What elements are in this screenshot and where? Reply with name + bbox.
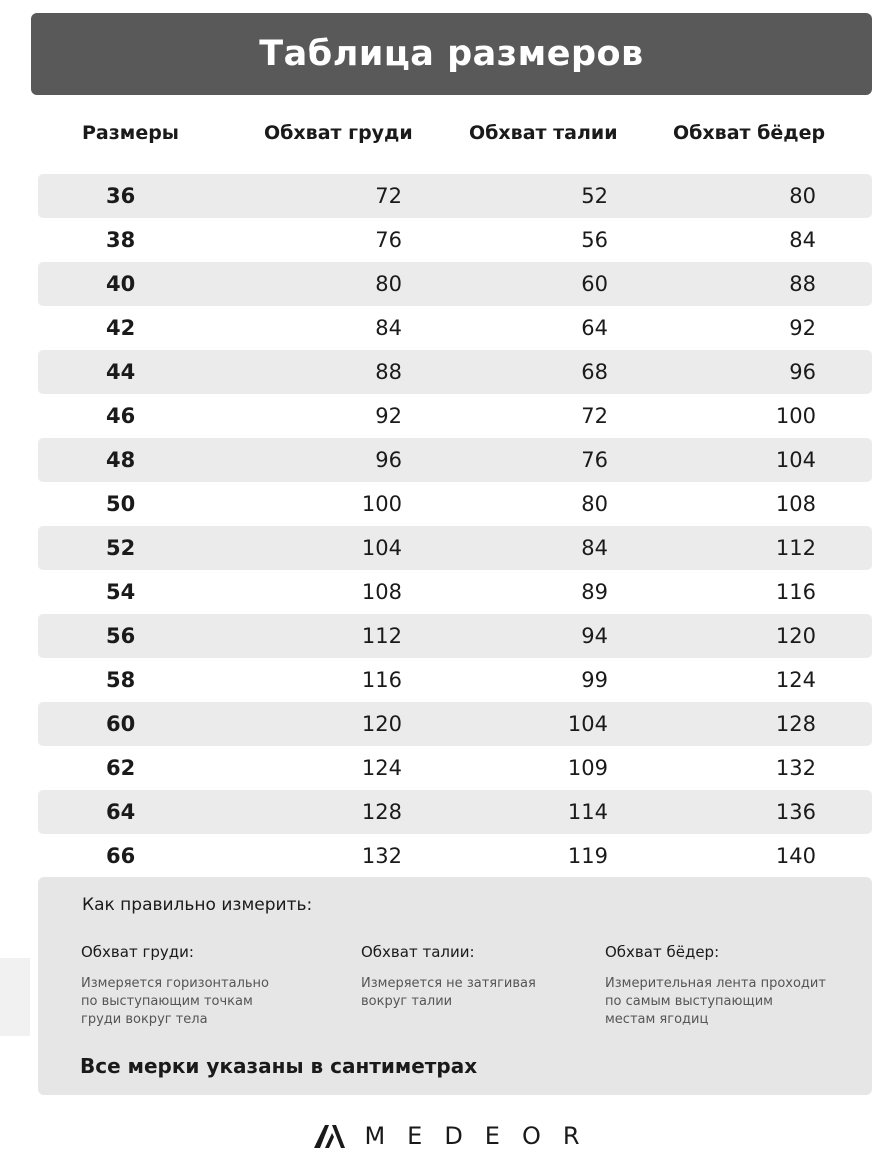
- size-cell: 54: [106, 580, 136, 604]
- size-cell: 52: [106, 536, 136, 560]
- hip-cell: 108: [775, 492, 816, 516]
- measure-waist-text: Измеряется не затягивая вокруг талии: [361, 976, 536, 1009]
- waist-cell: 60: [581, 272, 608, 296]
- chest-cell: 132: [361, 844, 402, 868]
- waist-cell: 76: [581, 448, 608, 472]
- chest-cell: 76: [375, 228, 402, 252]
- size-cell: 62: [106, 756, 136, 780]
- hip-cell: 84: [789, 228, 816, 252]
- hip-cell: 116: [775, 580, 816, 604]
- hip-cell: 124: [775, 668, 816, 692]
- waist-cell: 68: [581, 360, 608, 384]
- waist-cell: 72: [581, 404, 608, 428]
- waist-cell: 119: [567, 844, 608, 868]
- chest-cell: 116: [361, 668, 402, 692]
- hip-cell: 112: [775, 536, 816, 560]
- hip-cell: 120: [775, 624, 816, 648]
- hip-cell: 88: [789, 272, 816, 296]
- table-row: [38, 438, 872, 482]
- table-row: [38, 790, 872, 834]
- size-cell: 56: [106, 624, 136, 648]
- chest-cell: 72: [375, 184, 402, 208]
- table-row: [38, 702, 872, 746]
- waist-cell: 84: [581, 536, 608, 560]
- table-row: [38, 394, 872, 438]
- table-row: [38, 526, 872, 570]
- hip-cell: 132: [775, 756, 816, 780]
- chest-cell: 120: [361, 712, 402, 736]
- waist-cell: 80: [581, 492, 608, 516]
- hip-cell: 92: [789, 316, 816, 340]
- size-cell: 58: [106, 668, 136, 692]
- chest-cell: 104: [361, 536, 402, 560]
- chest-cell: 84: [375, 316, 402, 340]
- chest-cell: 100: [361, 492, 402, 516]
- column-header-size: Размеры: [82, 122, 179, 144]
- brand-footer: [0, 1118, 892, 1154]
- size-cell: 36: [106, 184, 136, 208]
- waist-cell: 104: [567, 712, 608, 736]
- waist-cell: 89: [581, 580, 608, 604]
- measure-waist-label: Обхват талии:: [361, 943, 475, 961]
- column-header-hip: Обхват бёдер: [673, 122, 826, 144]
- side-tab: [0, 958, 30, 1036]
- chest-cell: 108: [361, 580, 402, 604]
- table-row: [38, 262, 872, 306]
- chest-cell: 80: [375, 272, 402, 296]
- table-row: [38, 570, 872, 614]
- page-header: [31, 13, 872, 95]
- brand-name: MEDEOR: [364, 1122, 602, 1150]
- waist-cell: 52: [581, 184, 608, 208]
- size-cell: 42: [106, 316, 136, 340]
- chest-cell: 124: [361, 756, 402, 780]
- measure-hip-label: Обхват бёдер:: [605, 943, 720, 961]
- measure-chest-text: Измеряется горизонтально по выступающим точкам груди вокруг тела: [81, 976, 269, 1027]
- size-table: [38, 174, 872, 878]
- size-cell: 60: [106, 712, 136, 736]
- chest-cell: 96: [375, 448, 402, 472]
- hip-cell: 104: [775, 448, 816, 472]
- size-cell: 50: [106, 492, 136, 516]
- table-row: [38, 218, 872, 262]
- table-row: [38, 482, 872, 526]
- size-cell: 40: [106, 272, 136, 296]
- chest-cell: 88: [375, 360, 402, 384]
- waist-cell: 94: [581, 624, 608, 648]
- size-cell: 66: [106, 844, 136, 868]
- waist-cell: 114: [567, 800, 608, 824]
- hip-cell: 140: [775, 844, 816, 868]
- table-row: [38, 746, 872, 790]
- chest-cell: 112: [361, 624, 402, 648]
- hip-cell: 136: [775, 800, 816, 824]
- measure-hip-text: Измерительная лента проходит по самым выступающим местам ягодиц: [605, 976, 826, 1027]
- measure-chest-label: Обхват груди:: [81, 943, 194, 961]
- waist-cell: 109: [567, 756, 608, 780]
- hip-cell: 80: [789, 184, 816, 208]
- page-title: Таблица размеров: [259, 34, 644, 74]
- chest-cell: 128: [361, 800, 402, 824]
- hip-cell: 96: [789, 360, 816, 384]
- table-row: [38, 614, 872, 658]
- table-row: [38, 306, 872, 350]
- size-cell: 48: [106, 448, 136, 472]
- waist-cell: 64: [581, 316, 608, 340]
- size-cell: 38: [106, 228, 136, 252]
- column-header-waist: Обхват талии: [469, 122, 618, 144]
- size-cell: 44: [106, 360, 136, 384]
- waist-cell: 56: [581, 228, 608, 252]
- size-cell: 64: [106, 800, 136, 824]
- measure-title: Как правильно измерить:: [82, 895, 313, 915]
- table-row: [38, 834, 872, 878]
- chest-cell: 92: [375, 404, 402, 428]
- measure-info-panel: [38, 877, 872, 1095]
- table-row: [38, 658, 872, 702]
- column-header-chest: Обхват груди: [264, 122, 413, 144]
- table-row: [38, 350, 872, 394]
- waist-cell: 99: [581, 668, 608, 692]
- medeor-logo-icon: [312, 1123, 346, 1149]
- size-cell: 46: [106, 404, 136, 428]
- hip-cell: 128: [775, 712, 816, 736]
- measure-note: Все мерки указаны в сантиметрах: [80, 1054, 478, 1078]
- hip-cell: 100: [775, 404, 816, 428]
- table-row: [38, 174, 872, 218]
